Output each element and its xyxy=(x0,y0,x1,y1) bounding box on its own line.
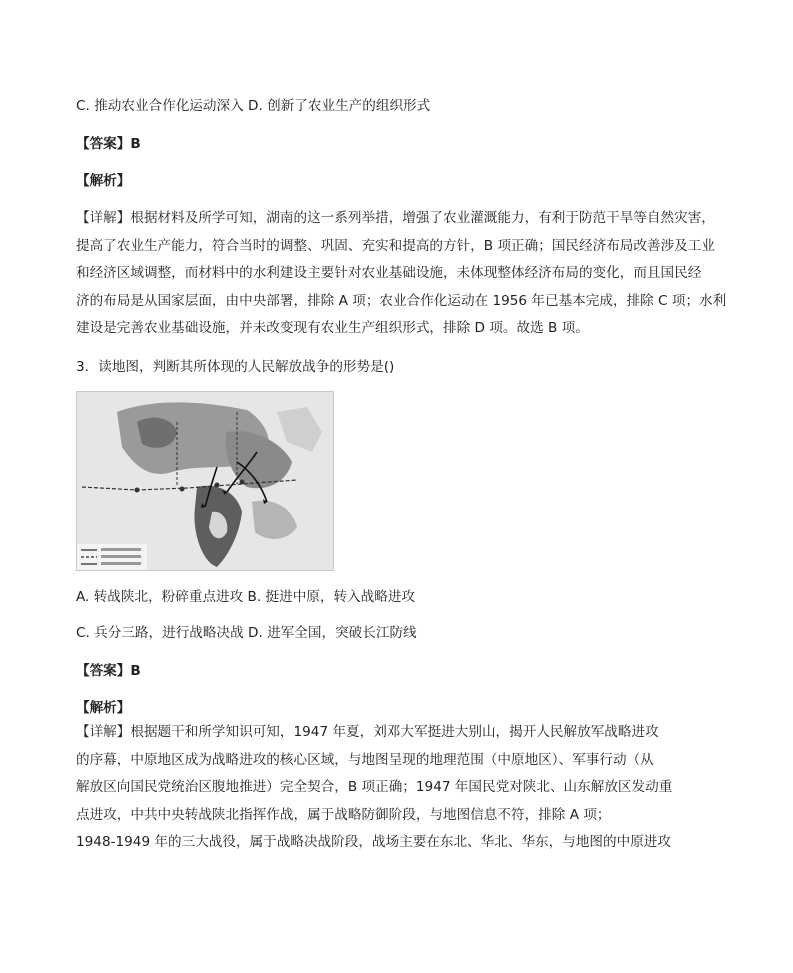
q3-detail-paragraph xyxy=(76,719,716,857)
q3-detail-line: 1948-1949 年的三大战役，属于战略决战阶段，战场主要在东北、华北、华东，与地图的中原进攻 xyxy=(76,834,671,850)
q2-analysis-label: 【解析】 xyxy=(76,173,131,189)
q3-detail-line: 解放区向国民党统治区腹地推进）完全契合，B 项正确；1947 年国民党对陕北、山东解放区发动重 xyxy=(76,779,673,795)
q2-detail-line: 建设是完善农业基础设施，并未改变现有农业生产组织形式，排除 D 项。故选 B 项。 xyxy=(76,320,589,336)
q3-answer: 【答案】B xyxy=(76,663,141,679)
q3-stem: 3．读地图，判断其所体现的人民解放战争的形势是() xyxy=(76,359,395,375)
q3-option-ab: A. 转战陕北，粉碎重点进攻 B. 挺进中原，转入战略进攻 xyxy=(76,589,416,605)
q3-map-figure xyxy=(76,391,334,571)
q2-detail-line: 济的布局是从国家层面，由中央部署，排除 A 项；农业合作化运动在 1956 年已基本完成，排除 C 项；水利 xyxy=(76,292,727,309)
q2-detail-line: 提高了农业生产能力，符合当时的调整、巩固、充实和提高的方针，B 项正确；国民经济布局改善涉及工业 xyxy=(76,237,715,254)
q3-analysis-label: 【解析】 xyxy=(76,700,131,716)
q2-answer: 【答案】B xyxy=(76,136,141,152)
q2-options-cd: C. 推动农业合作化运动深入 D. 创新了农业生产的组织形式 xyxy=(76,98,431,114)
q2-detail-paragraph xyxy=(76,205,727,343)
q3-detail-line: 【详解】根据题干和所学知识可知，1947 年夏，刘邓大军挺进大别山，揭开人民解放军战略进攻 xyxy=(76,724,659,740)
q2-detail-line: 和经济区域调整，而材料中的水利建设主要针对农业基础设施，未体现整体经济布局的变化，而且国民经 xyxy=(76,265,702,281)
q3-detail-line: 的序幕，中原地区成为战略进攻的核心区域，与地图呈现的地理范围（中原地区）、军事行动（从 xyxy=(76,751,654,768)
q3-option-cd: C. 兵分三路，进行战略决战 D. 进军全国，突破长江防线 xyxy=(76,625,417,641)
map-image xyxy=(77,392,333,570)
q2-detail-line: 【详解】根据材料及所学可知，湖南的这一系列举措，增强了农业灌溉能力，有利于防范干旱等自然灾害， xyxy=(76,210,715,226)
q3-detail-line: 点进攻，中共中央转战陕北指挥作战，属于战略防御阶段，与地图信息不符，排除 A 项； xyxy=(76,806,611,823)
